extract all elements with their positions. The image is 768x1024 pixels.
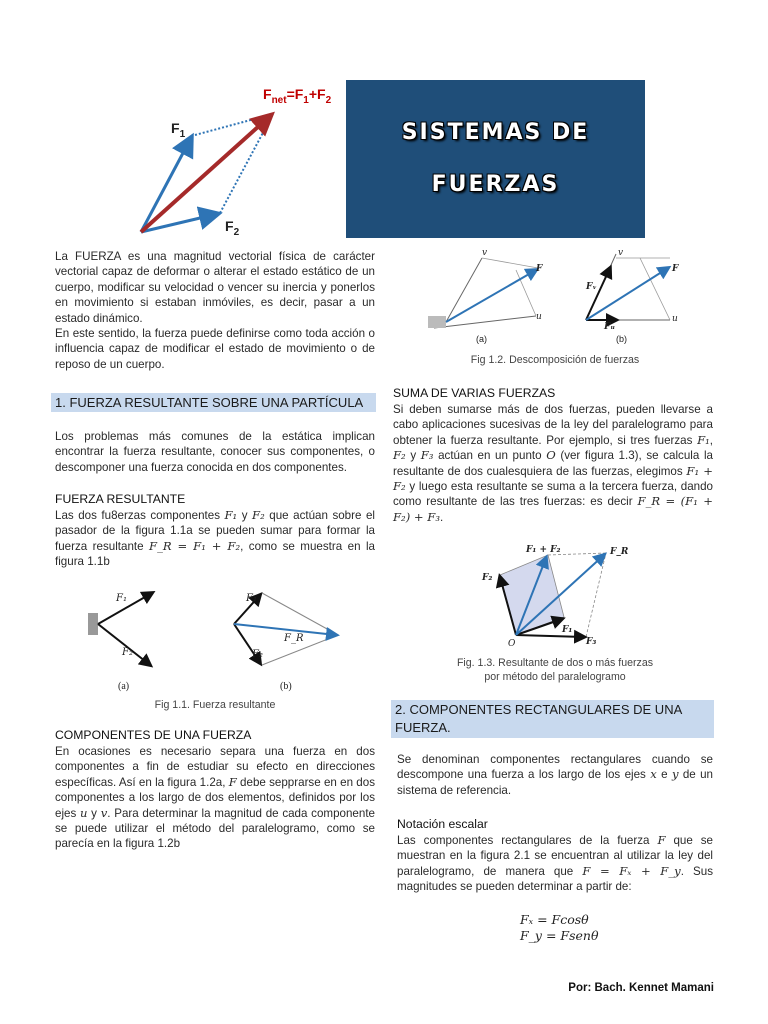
fig11-f2b: F₂ bbox=[252, 649, 263, 660]
fig13-fr: F_R bbox=[610, 547, 629, 557]
fig11-f1a: F₁ bbox=[116, 593, 127, 604]
intro-text bbox=[55, 249, 375, 372]
figure-1-1-caption: Fig 1.1. Fuerza resultante bbox=[154, 699, 276, 711]
fig12-u-a: u bbox=[536, 312, 542, 322]
section-1-text: Los problemas más comunes de la estática implican encontrar la fuerza resultante, conocer sus componentes, o descomponer una fuerza conocida en dos componentes. bbox=[55, 430, 375, 474]
f2-label: $F_2$ bbox=[225, 218, 240, 238]
figure-1-3-caption-line-1: Fig. 1.3. Resultante de dos o más fuerzas bbox=[456, 657, 654, 669]
fig11-f2a: F₂ bbox=[122, 647, 133, 658]
fig12-v-b: v bbox=[618, 248, 624, 258]
fig13-f3: F₃ bbox=[586, 637, 597, 647]
notacion-text: Las componentes rectangulares de la fuerza F que se muestran en la figura 2.1 se encuentran al utilizar la ley del paralelogramo, de manera que F = Fₓ + F_y. Sus magnitudes se pueden determinar a partir de: bbox=[397, 833, 713, 894]
fuerza-resultante-heading: FUERZA RESULTANTE bbox=[55, 492, 186, 506]
equation-fy: F_y = Fsenθ bbox=[520, 928, 599, 943]
fig11-b: (b) bbox=[280, 681, 292, 692]
section-2-text: Se denominan componentes rectangulares cuando se descompone una fuerza a los largo de los ejes x e y de un sistema de referencia. bbox=[397, 753, 714, 797]
equations bbox=[520, 912, 598, 944]
fig13-f2: F₂ bbox=[482, 573, 493, 583]
equation-fx: Fₓ = Fcosθ bbox=[520, 912, 589, 927]
fig12-fv: Fᵥ bbox=[586, 282, 597, 292]
fig12-f-b: F bbox=[672, 264, 679, 274]
figure-1-3-caption bbox=[395, 656, 715, 684]
fnet-label: $F_{net}=F_1+F_2$ bbox=[263, 86, 332, 106]
f1-label: $F_1$ bbox=[171, 120, 186, 140]
parallelogram-figure bbox=[125, 80, 345, 240]
title-line-2: FUERZAS bbox=[431, 172, 560, 197]
fig12-v-a: v bbox=[482, 248, 488, 258]
fuerza-resultante-text: Las dos fu8erzas componentes F₁ y F₂ que actúan sobre el pasador de la figura 1.1a se pueden sumar para formar la fuerza resultante F_R = F₁ + F₂, como se muestra en la figura 1.1b bbox=[55, 508, 375, 569]
fig13-f1f2: F₁ + F₂ bbox=[526, 545, 561, 555]
section-2-heading: 2. COMPONENTES RECTANGULARES DE UNA FUERZA. bbox=[391, 700, 714, 738]
fig12-fu: Fᵤ bbox=[604, 322, 616, 332]
title-line-1: SISTEMAS DE bbox=[401, 120, 590, 145]
fig12-b: (b) bbox=[616, 334, 627, 344]
figure-1-2 bbox=[420, 248, 710, 348]
fig12-f-a: F bbox=[536, 264, 543, 274]
title-box bbox=[346, 80, 645, 238]
fig13-f1: F₁ bbox=[562, 625, 573, 635]
componentes-text: En ocasiones es necesario separa una fuerza en dos componentes a fin de estudiar su efecto en direcciones específicas. Así en la figura 1.2a, F debe sepprarse en en dos componentes a los largo de dos elementos, definidos por los ejes u y v. Para determinar la magnitud de cada componente se puede utilizar el método del paralelogramo, como se parecía en la figura 1.2b bbox=[55, 745, 375, 851]
figure-1-3-caption-line-2: por método del paralelogramo bbox=[484, 671, 626, 683]
fig13-o: O bbox=[508, 639, 516, 649]
notacion-heading: Notación escalar bbox=[397, 817, 488, 831]
fig12-u-b: u bbox=[672, 314, 678, 324]
fig11-fr: F_R bbox=[284, 633, 304, 644]
suma-heading: SUMA DE VARIAS FUERZAS bbox=[393, 386, 556, 400]
intro-paragraph-1: La FUERZA es una magnitud vectorial física de carácter vectorial capaz de deformar o alterar el estado estático de un cuerpo, modificar su velocidad o vencer su inercia y ponerlos en movimiento si estaban inmóviles, es decir, pasar a un estado dinámico. bbox=[55, 250, 375, 325]
fig12-a: (a) bbox=[476, 334, 487, 344]
author-footer: Por: Bach. Kennet Mamani bbox=[568, 982, 714, 994]
intro-paragraph-2: En este sentido, la fuerza puede definirse como toda acción o influencia capaz de modificar el estado de movimiento o de reposo de un cuerpo. bbox=[55, 327, 375, 371]
section-1-heading: 1. FUERZA RESULTANTE SOBRE UNA PARTÍCULA bbox=[51, 393, 376, 412]
componentes-heading: COMPONENTES DE UNA FUERZA bbox=[55, 728, 252, 742]
fig11-f1b: F₁ bbox=[246, 593, 257, 604]
fig11-a: (a) bbox=[118, 681, 130, 692]
suma-text: Si deben sumarse más de dos fuerzas, pueden llevarse a cabo aplicaciones sucesivas de la ley del paralelogramo para obtener la fuerza resultante. Por ejemplo, si tres fuerzas F₁, F₂ y F₃ actúan en un punto O (ver figura 1.3), se calcula la resultante de dos cualesquiera de las fuerzas, elegimos F₁ + F₂ y luego esta resultante se suma a la tercera fuerza, dando como resultante de las tres fuerzas: es decir F_R = (F₁ + F₂) + F₃. bbox=[393, 403, 714, 524]
figure-1-3 bbox=[478, 545, 628, 650]
figure-1-1 bbox=[70, 585, 360, 695]
figure-1-2-caption: Fig 1.2. Descomposición de fuerzas bbox=[470, 354, 640, 366]
